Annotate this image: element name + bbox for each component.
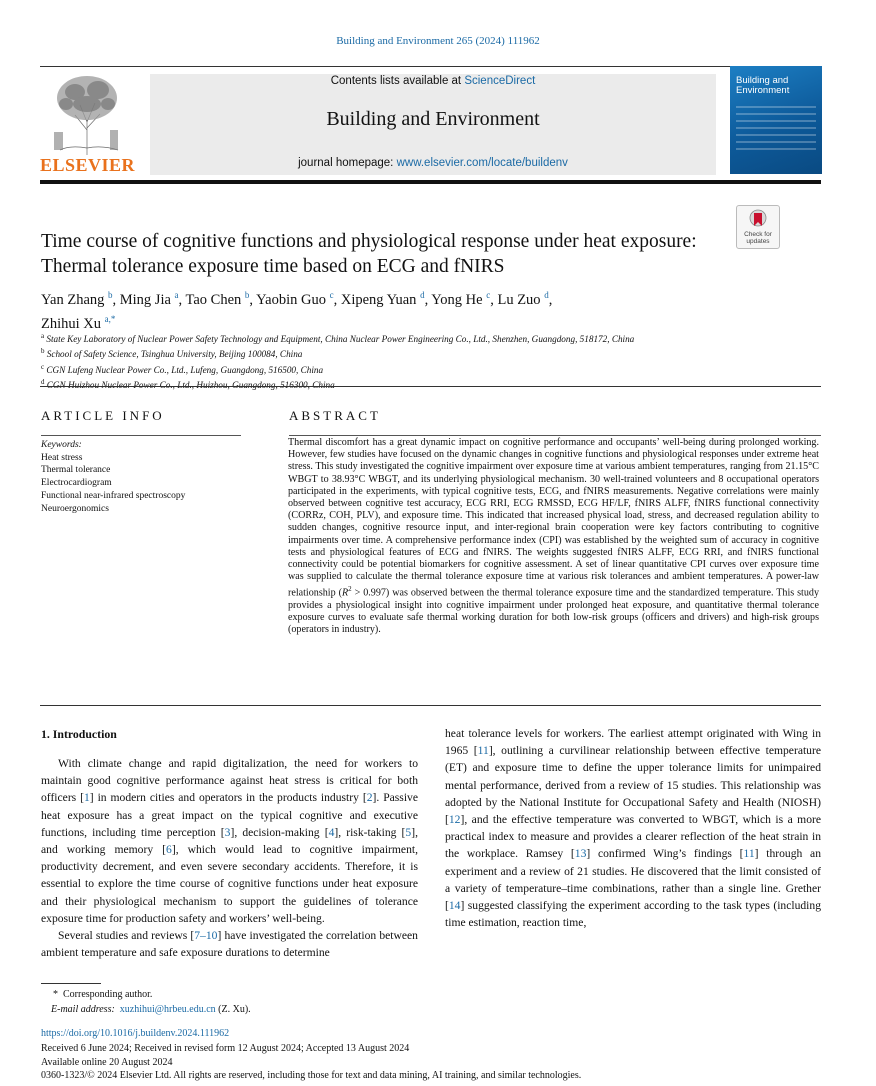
author[interactable]: Xipeng Yuan $^d$ — [340, 290, 425, 308]
homepage-line — [150, 157, 716, 169]
citation-link[interactable]: 11 — [743, 847, 755, 861]
elsevier-tree-icon — [40, 70, 135, 158]
abstract-heading: ABSTRACT — [289, 408, 381, 423]
homepage-prefix: journal homepage: — [298, 157, 397, 169]
author[interactable]: Zhihui Xu $^{a,*}$ — [41, 313, 116, 332]
author[interactable]: Yan Zhang $^b$ — [41, 290, 113, 308]
email-link[interactable]: xuzhihui@hrbeu.edu.cn — [119, 1003, 216, 1015]
affiliation: $^b$ School of Safety Science, Tsinghua University, Beijing 100084, China — [41, 347, 303, 360]
citation-link[interactable]: 13 — [574, 847, 587, 861]
journal-name: Building and Environment — [326, 108, 540, 130]
journal-citation-link[interactable]: Building and Environment 265 (2024) 111962 — [336, 35, 540, 47]
sciencedirect-link[interactable]: ScienceDirect — [464, 75, 536, 87]
bookmark-icon — [748, 209, 768, 231]
keywords-heading: Keywords: — [41, 440, 82, 450]
affiliation: $^c$ CGN Lufeng Nuclear Power Co., Ltd., Lufeng, Guangdong, 516500, China — [41, 362, 324, 375]
publisher-wordmark: ELSEVIER — [40, 155, 136, 175]
section-heading-introduction: 1. Introduction — [41, 727, 117, 741]
affiliations — [41, 330, 821, 392]
check-updates-label: Check for updates — [744, 231, 772, 245]
author[interactable]: Ming Jia $^a$ — [119, 290, 179, 308]
header-thick-rule — [40, 180, 821, 184]
received-dates: Received 6 June 2024; Received in revised form 12 August 2024; Accepted 13 August 2024 — [41, 1043, 410, 1054]
keyword: Electrocardiogram — [41, 478, 112, 489]
keyword: Neuroergonomics — [41, 503, 109, 514]
check-for-updates-button[interactable] — [736, 205, 780, 249]
doi-line — [41, 1028, 229, 1039]
header-top-rule — [40, 66, 821, 67]
affiliation-rule — [40, 386, 821, 387]
article-info-heading: ARTICLE INFO — [41, 408, 165, 423]
author[interactable]: Lu Zuo $^d$ — [497, 290, 549, 308]
corresponding-author-footnote — [41, 988, 541, 1017]
abstract-rule — [289, 435, 821, 436]
citation-link[interactable]: 7–10 — [194, 929, 218, 943]
citation-link[interactable]: 1 — [84, 791, 90, 805]
abstract-text: Thermal discomfort has a great dynamic impact on cognitive performance and occupants’ well-being during prolonged working. However, few studies have focused on the dynamic changes in cognitive functions and physiological responses under extreme heat stress. This study investigated the cognitive impairment over exposure time at various ambient temperatures, ranging from 21.15°C WBGT to 38.93°C WBGT, and its underlying physiological mechanism. 30 well-trained volunteers and 8 occupational operators participated in the experiments, with typical cognitive tests, ECG, and fNIRS measurements. Negative correlations were mainly observed between cognitive test accuracy, ECG RRI, ECG RMSSD, ECG HF/LF, fNIRS ALFF, fNIRS functional connectivity (CORRz, COH, PLV), and exposure time. This indicated that increased physical load, stress, and decreased regulation ability to sudden changes, cognitive resource input, and inter-regional brain cooperation were key factors contributing to cognitive impairments over time. A comprehensive performance index (CPI) was established by the weighted sum of accuracy in cognitive tests and physiological features of ECG and fNIRS. The weights suggested fNIRS ALFF, ECG RRI, and fNIRS functional connectivity could be potential biomarkers for cognitive assessment. A set of linear quantitative CPI curves over exposure time was supplied to calculate the thermal tolerance exposure time at various risk tolerances and ambient temperatures. A power-law relationship $(R^2 > 0.997)$ was observed between the thermal tolerance exposure time and the standardized temperature. This study provides a physiological insight into cognitive impairment under prolonged heat exposure, and quantitative thermal tolerance exposure curves to evaluate safe thermal working duration for both low-risk groups (officers and drivers) and high-risk groups (operators in industry). — [288, 437, 819, 636]
citation-link[interactable]: 12 — [448, 813, 461, 827]
keyword: Thermal tolerance — [41, 465, 111, 476]
citation-link[interactable]: 11 — [477, 744, 489, 758]
publication-history — [41, 1042, 821, 1083]
homepage-link[interactable]: www.elsevier.com/locate/buildenv — [396, 157, 568, 169]
affiliation: d — [41, 378, 45, 387]
citation-link[interactable]: 5 — [405, 825, 412, 839]
keyword: Functional near-infrared spectroscopy — [41, 490, 186, 501]
contents-prefix: Contents lists available at — [330, 75, 465, 87]
email-note: E-mail address: xuzhihui@hrbeu.edu.cn (Z. Xu). — [51, 1003, 251, 1015]
footnote-rule — [41, 983, 101, 984]
doi-link[interactable]: https://doi.org/10.1016/j.buildenv.2024.111962 — [41, 1028, 230, 1039]
citation-link[interactable]: 14 — [448, 899, 461, 913]
author[interactable]: Yaobin Guo $^c$ — [256, 290, 334, 308]
keywords-block — [41, 439, 271, 515]
cover-title: Building and Environment — [736, 75, 790, 96]
article-title: Time course of cognitive functions and physiological response under heat exposure: Thermal tolerance exposure time based on ECG and fNIRS — [41, 231, 697, 277]
journal-cover-image[interactable] — [730, 66, 822, 174]
contents-line — [150, 75, 716, 87]
paragraph: With climate change and rapid digitalization, the need for workers to maintain good cognitive performance against heat stress is critical for both officers [1] in modern cities and operators in the products industry [2]. Passive heat exposure has a great impact on the typical cognitive and executive functions, including time perception [3], decision-making [4], risk-taking [5], and working memory [6], which would lead to cognitive impairment, productivity decrement, and even severe secondary accidents. Therefore, it is essential to explore the time course of cognitive functions under heat exposure and their physiological mechanism to support the guidelines of tolerance exposure time for production safety and workers’ well-being. — [41, 757, 418, 925]
body-column-right — [445, 725, 821, 931]
journal-citation[interactable] — [0, 35, 876, 47]
author-list: Yan Zhang $^b$, Ming Jia $^a$, Tao Chen $^b$, Yaobin Guo $^c$, Xipeng Yuan $^d$, Yong He $^c$, Lu Zuo $^d$, Zhihui Xu $^{a,*}$ — [41, 290, 553, 332]
corresponding-note: * Corresponding author. — [53, 989, 153, 1000]
copyright-line: 0360-1323/© 2024 Elsevier Ltd. All rights are reserved, including those for text and data mining, AI training, and similar technologies. — [41, 1070, 582, 1081]
citation-link[interactable]: 6 — [166, 843, 172, 857]
citation-link[interactable]: 4 — [328, 825, 335, 839]
cover-decoration — [736, 106, 816, 166]
author[interactable]: Yong He $^c$ — [431, 290, 491, 308]
online-date: Available online 20 August 2024 — [41, 1056, 173, 1068]
keyword: Heat stress — [41, 452, 83, 463]
elsevier-logo — [40, 70, 135, 178]
body-column-left — [41, 755, 418, 961]
affiliation: $^a$ State Key Laboratory of Nuclear Power Safety Technology and Equipment, China Nuclear Power Engineering Co., Ltd., Shenzhen, Guangdong, 518172, China — [41, 332, 635, 345]
citation-link[interactable]: 2 — [366, 791, 373, 805]
article-info-rule — [41, 435, 241, 436]
author[interactable]: Tao Chen $^b$ — [185, 290, 250, 308]
abstract-bottom-rule — [40, 705, 821, 706]
paragraph: Several studies and reviews [7–10] have investigated the correlation between ambient temperature and safe exposure durations to determine — [41, 929, 418, 960]
citation-link[interactable]: 3 — [224, 825, 231, 839]
paragraph: heat tolerance levels for workers. The earliest attempt originated with Wing in 1965 [11], outlining a curvilinear relationship between effective temperature (ET) and exposure time to define the upper tolerance limits for unimpaired mental performance, derived from a review of 15 studies. This relationship was adopted by the National Institute for Occupational Safety and Health (NIOSH) [12], and the effective temperature was converted to WBGT, which is a more practical index to measure and provides a clearer reflection of the heat strain in the workplace. Ramsey [13] confirmed Wing’s findings [11] through an experiment and a review of 21 studies. He discovered that the limit consisted of a variety of temperature–time combinations, rather than a single line. Grether [14] suggested classifying the experiment according to the task types (including time estimation, reaction time, — [445, 727, 821, 930]
